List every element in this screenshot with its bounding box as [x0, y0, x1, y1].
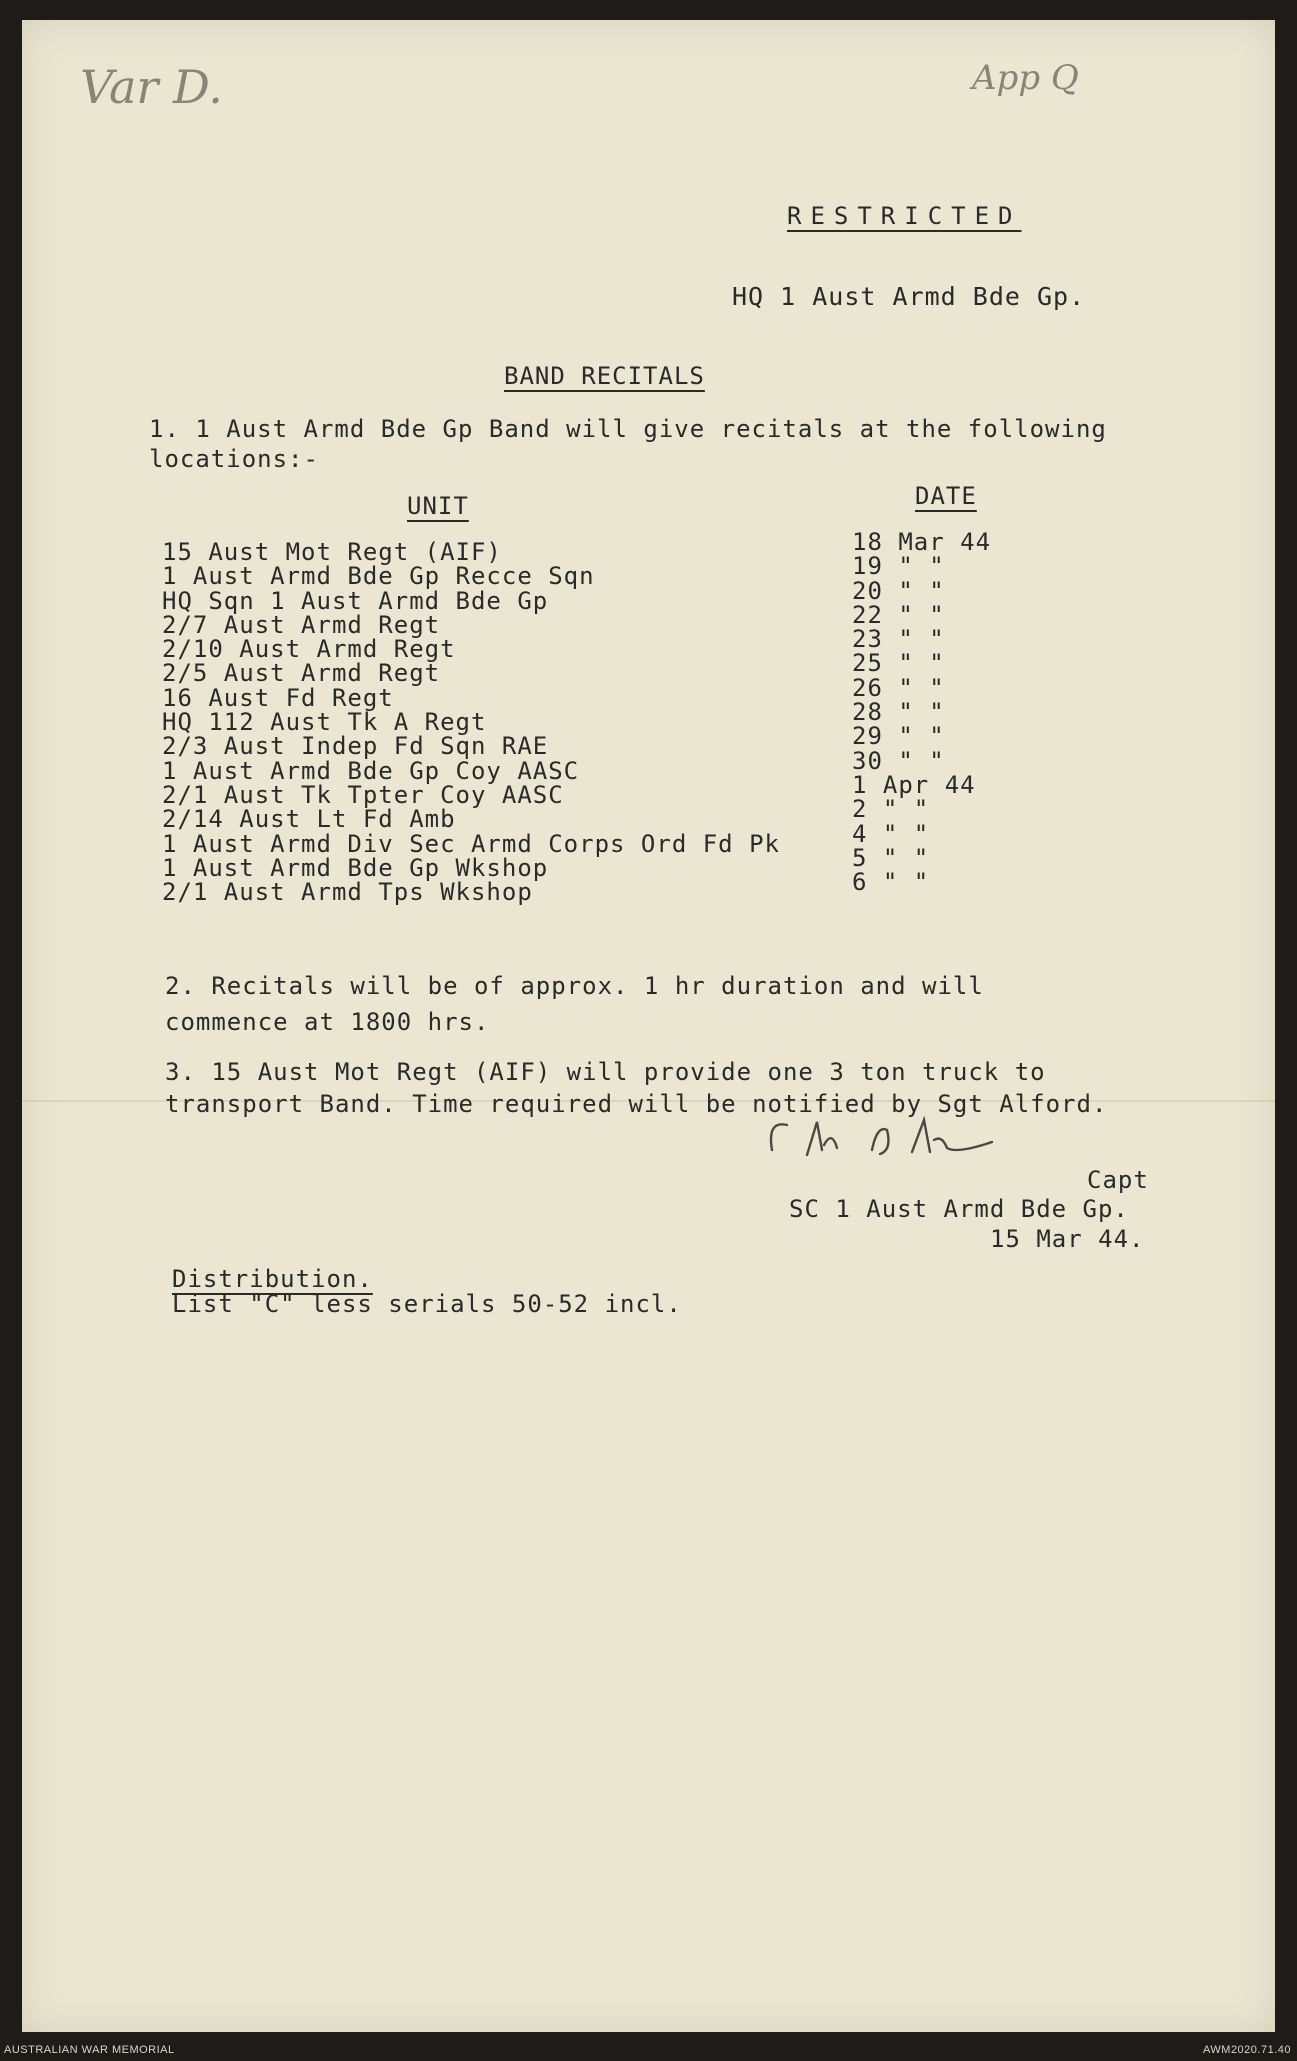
unit-cell: 2/3 Aust Indep Fd Sqn RAE: [162, 732, 549, 761]
para3-line2: transport Band. Time required will be notified by Sgt Alford.: [165, 1090, 1108, 1118]
originator-line: HQ 1 Aust Armd Bde Gp.: [732, 282, 1086, 311]
date-cell: 23 " ": [852, 625, 945, 654]
date-cell: 29 " ": [852, 722, 945, 751]
date-cell: 2 " ": [852, 795, 930, 824]
date-cell: 28 " ": [852, 698, 945, 727]
date-list: [852, 528, 1032, 897]
distribution-heading: Distribution.: [172, 1265, 373, 1293]
date-cell: 18 Mar 44: [852, 528, 992, 556]
handwritten-signature: [762, 1110, 1022, 1180]
handwritten-annotation-right: App Q: [972, 58, 1079, 98]
unit-cell: 2/1 Aust Armd Tps Wkshop: [162, 878, 533, 907]
unit-column-header: UNIT: [407, 492, 469, 520]
unit-cell: HQ Sqn 1 Aust Armd Bde Gp: [162, 586, 549, 615]
unit-cell: 1 Aust Armd Bde Gp Coy AASC: [162, 756, 580, 785]
signatory-appointment: SC 1 Aust Armd Bde Gp.: [789, 1195, 1129, 1223]
date-cell: 26 " ": [852, 673, 945, 702]
unit-cell: 1 Aust Armd Bde Gp Wkshop: [162, 853, 549, 882]
unit-cell: 15 Aust Mot Regt (AIF): [162, 538, 502, 566]
footer-right-label: AWM2020.71.40: [1202, 2044, 1291, 2056]
unit-cell: 2/7 Aust Armd Regt: [162, 610, 441, 639]
date-cell: 1 Apr 44: [852, 770, 976, 799]
para1-line2: locations:-: [149, 445, 319, 473]
handwritten-annotation-left: Var D.: [80, 60, 223, 114]
date-cell: 5 " ": [852, 843, 930, 872]
unit-cell: 16 Aust Fd Regt: [162, 683, 394, 712]
date-cell: 4 " ": [852, 819, 930, 848]
unit-cell: 2/1 Aust Tk Tpter Coy AASC: [162, 780, 564, 809]
unit-cell: 2/5 Aust Armd Regt: [162, 659, 441, 688]
para3-line1: 3. 15 Aust Mot Regt (AIF) will provide one 3 ton truck to: [165, 1058, 1046, 1086]
para1-line1: 1. 1 Aust Armd Bde Gp Band will give recitals at the following: [149, 415, 1107, 443]
date-cell: 22 " ": [852, 600, 945, 629]
signature-date: 15 Mar 44.: [990, 1225, 1145, 1253]
date-cell: 6 " ": [852, 868, 930, 897]
footer-left-label: AUSTRALIAN WAR MEMORIAL: [4, 2044, 175, 2056]
signatory-rank: Capt: [1087, 1166, 1149, 1194]
unit-cell: 2/14 Aust Lt Fd Amb: [162, 805, 456, 834]
para2-line1: 2. Recitals will be of approx. 1 hr duration and will: [165, 972, 984, 1000]
unit-cell: 1 Aust Armd Div Sec Armd Corps Ord Fd Pk: [162, 829, 780, 858]
document-sheet: [22, 20, 1275, 2032]
unit-cell: HQ 112 Aust Tk A Regt: [162, 708, 487, 737]
document-title: BAND RECITALS: [504, 362, 705, 390]
date-cell: 19 " ": [852, 552, 945, 581]
date-cell: 20 " ": [852, 576, 945, 605]
date-cell: 30 " ": [852, 746, 945, 775]
signature-scribble: [762, 1110, 1022, 1170]
date-column-header: DATE: [915, 482, 977, 510]
para2-line2: commence at 1800 hrs.: [165, 1008, 490, 1036]
unit-cell: 2/10 Aust Armd Regt: [162, 635, 456, 664]
distribution-text: List "C" less serials 50-52 incl.: [172, 1290, 682, 1318]
unit-list: [162, 538, 882, 907]
date-cell: 25 " ": [852, 649, 945, 678]
classification-heading: RESTRICTED: [787, 202, 1022, 230]
unit-cell: 1 Aust Armd Bde Gp Recce Sqn: [162, 562, 595, 591]
